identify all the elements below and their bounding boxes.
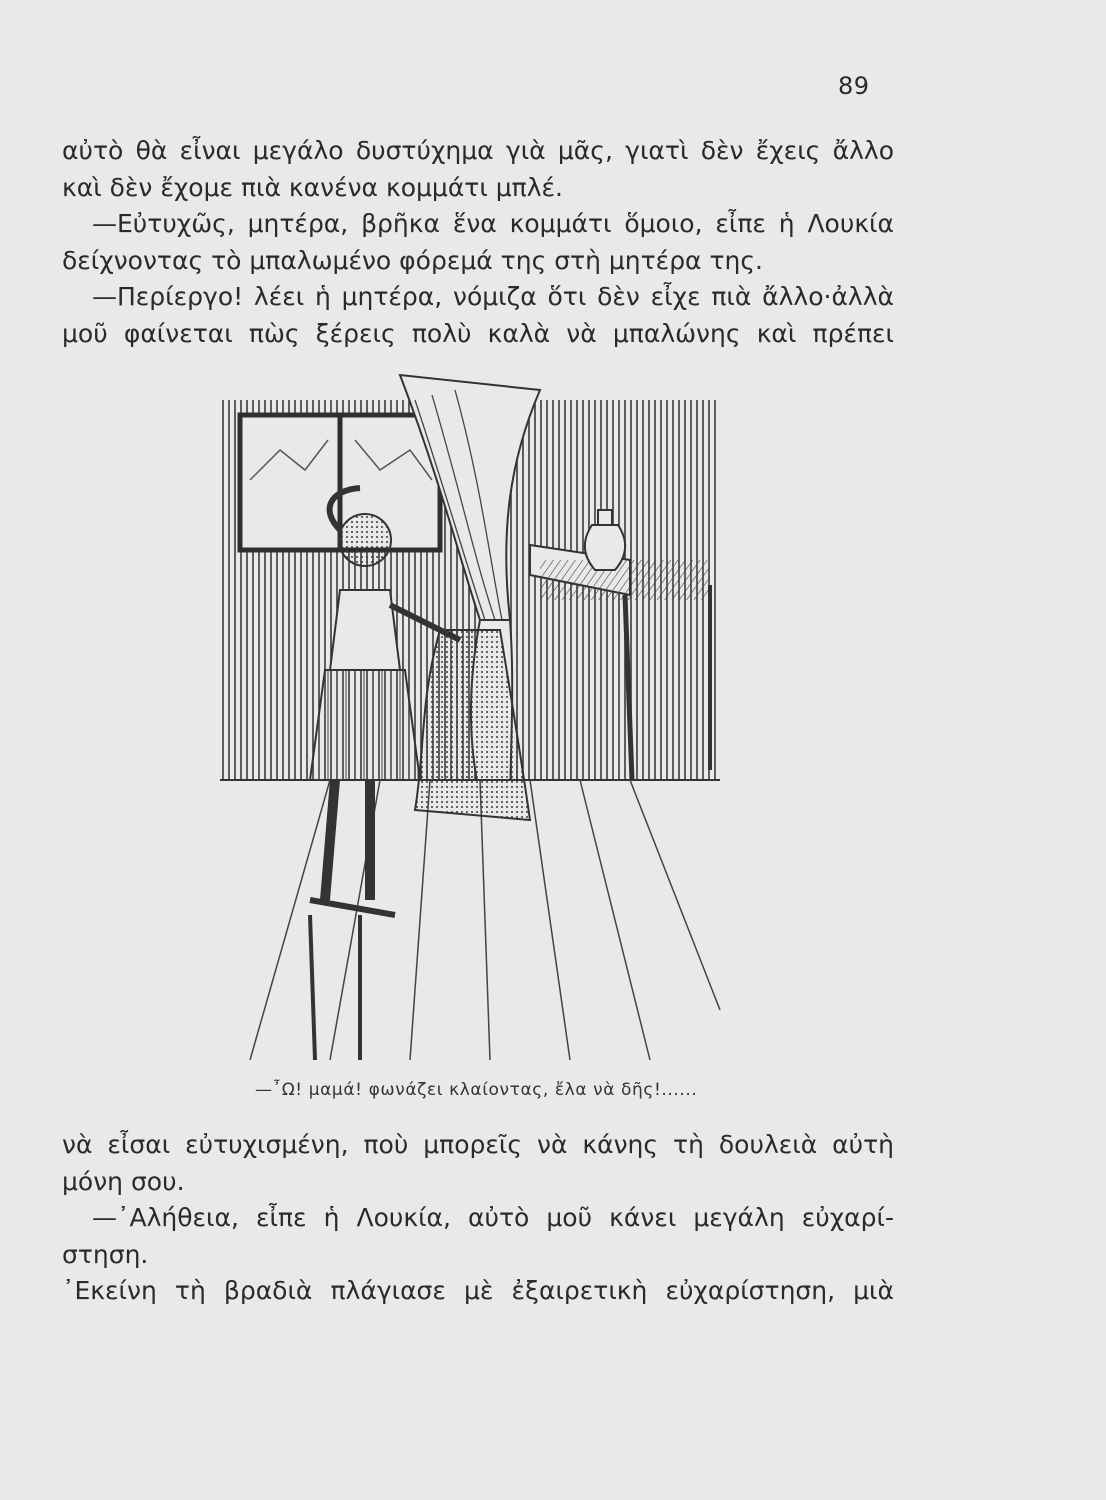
text-block-bottom bbox=[62, 1127, 894, 1310]
text-line: μοῦ φαίνεται πὼς ξέρεις πολὺ καλὰ νὰ μπαλώνης καὶ πρέπει bbox=[62, 318, 894, 348]
illustration-drawing bbox=[210, 370, 730, 1060]
text-line: —Εὐτυχῶς, μητέρα, βρῆκα ἕνα κομμάτι ὅμοιο, εἶπε ἡ Λουκία bbox=[92, 209, 894, 238]
page-number: 89 bbox=[838, 72, 870, 100]
text-line: δείχνοντας τὸ μπαλωμένο φόρεμά της στὴ μητέρα της. bbox=[62, 245, 764, 275]
text-line: καὶ δὲν ἔχομε πιὰ κανένα κομμάτι μπλέ. bbox=[62, 172, 563, 202]
illustration-caption: —῏Ω! μαμά! φωνάζει κλαίοντας, ἔλα νὰ δῆς!...... bbox=[255, 1080, 698, 1100]
text-line: —Περίεργο! λέει ἡ μητέρα, νόμιζα ὅτι δὲν εἶχε πιὰ ἄλλο·ἀλλὰ bbox=[92, 282, 894, 311]
text-line: —᾿Αλήθεια, εἶπε ἡ Λουκία, αὐτὸ μοῦ κάνει μεγάλη εὐχαρί- bbox=[92, 1203, 894, 1232]
text-line: αὐτὸ θὰ εἶναι μεγάλο δυστύχημα γιὰ μᾶς, γιατὶ δὲν ἔχεις ἄλλο bbox=[62, 136, 894, 165]
text-line: νὰ εἶσαι εὐτυχισμένη, ποὺ μπορεῖς νὰ κάνης τὴ δουλειὰ αὐτὴ bbox=[62, 1130, 894, 1159]
text-block-top bbox=[62, 133, 894, 352]
text-line: ᾿Εκείνη τὴ βραδιὰ πλάγιασε μὲ ἐξαιρετικὴ εὐχαρίστηση, μιὰ bbox=[62, 1276, 894, 1305]
illustration bbox=[210, 370, 730, 1060]
text-line: στηση. bbox=[62, 1239, 149, 1269]
text-line: μόνη σου. bbox=[62, 1166, 185, 1196]
